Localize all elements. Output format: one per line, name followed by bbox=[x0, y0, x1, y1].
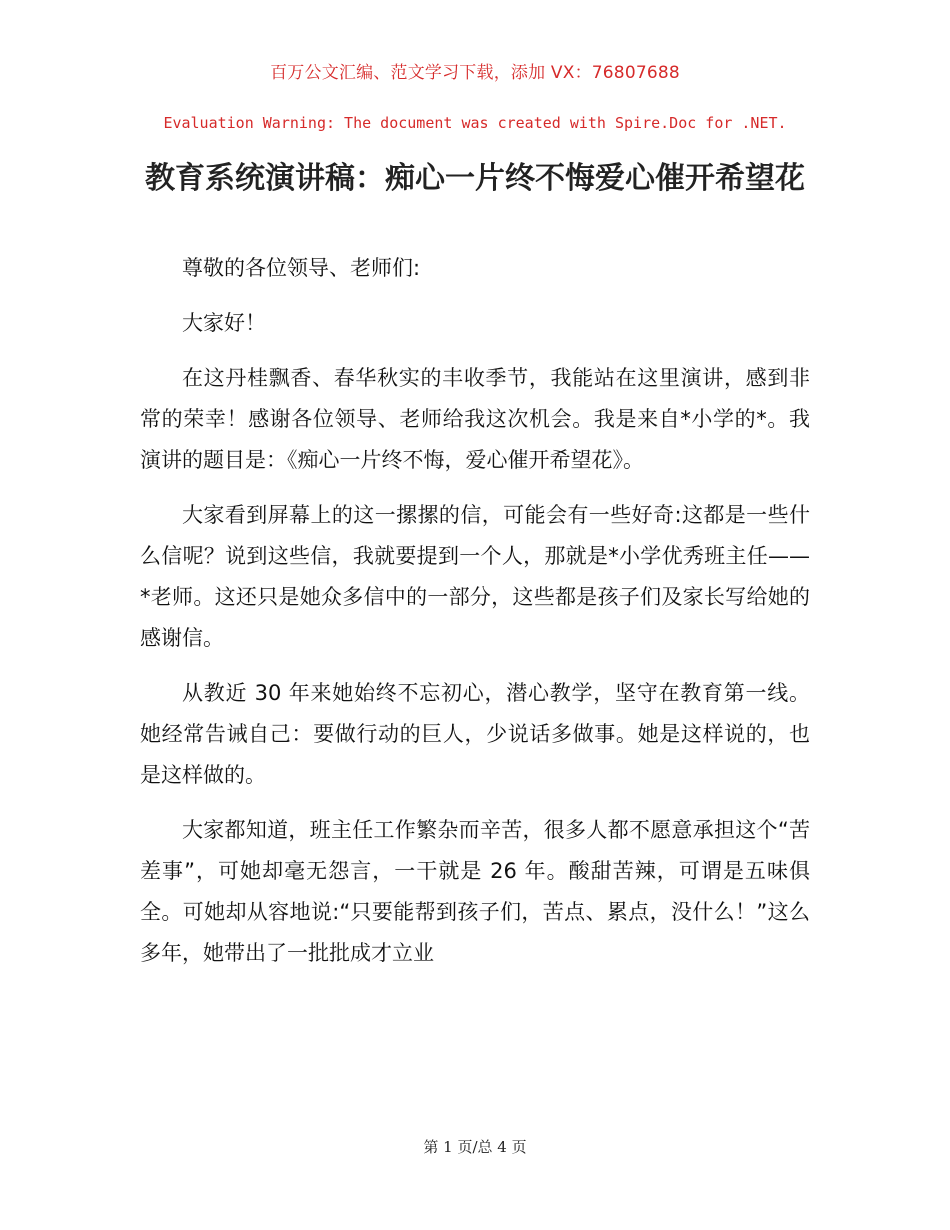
document-title: 教育系统演讲稿：痴心一片终不悔爱心催开希望花 bbox=[145, 161, 805, 196]
evaluation-warning: Evaluation Warning: The document was created with Spire.Doc for .NET. bbox=[163, 114, 787, 132]
greeting: 大家好！ bbox=[182, 311, 266, 335]
body-paragraph: 从教近 30 年来她始终不忘初心，潜心教学，坚守在教育第一线。她经常告诫自己：要做行动的巨人，少说话多做事。她是这样说的，也是这样做的。 bbox=[140, 681, 810, 787]
salutation: 尊敬的各位领导、老师们: bbox=[182, 256, 421, 280]
body-paragraph: 大家都知道，班主任工作繁杂而辛苦，很多人都不愿意承担这个“苦差事”，可她却毫无怨言，一干就是 26 年。酸甜苦辣，可谓是五味俱全。可她却从容地说:“只要能帮到孩子们，苦点、累点，没什么！”这么多年，她带出了一批批成才立业 bbox=[140, 818, 810, 965]
body-paragraph: 大家看到屏幕上的这一摞摞的信，可能会有一些好奇:这都是一些什么信呢？说到这些信，我就要提到一个人，那就是*小学优秀班主任——*老师。这还只是她众多信中的一部分，这些都是孩子们及家长写给她的感谢信。 bbox=[140, 503, 810, 650]
promo-header: 百万公文汇编、范文学习下载，添加 VX：76807688 bbox=[270, 63, 680, 83]
body-paragraph: 在这丹桂飘香、春华秋实的丰收季节，我能站在这里演讲，感到非常的荣幸！感谢各位领导、老师给我这次机会。我是来自*小学的*。我演讲的题目是：《痴心一片终不悔，爱心催开希望花》。 bbox=[140, 366, 810, 472]
page-indicator: 第 1 页/总 4 页 bbox=[423, 1138, 527, 1156]
document-body bbox=[140, 248, 810, 988]
